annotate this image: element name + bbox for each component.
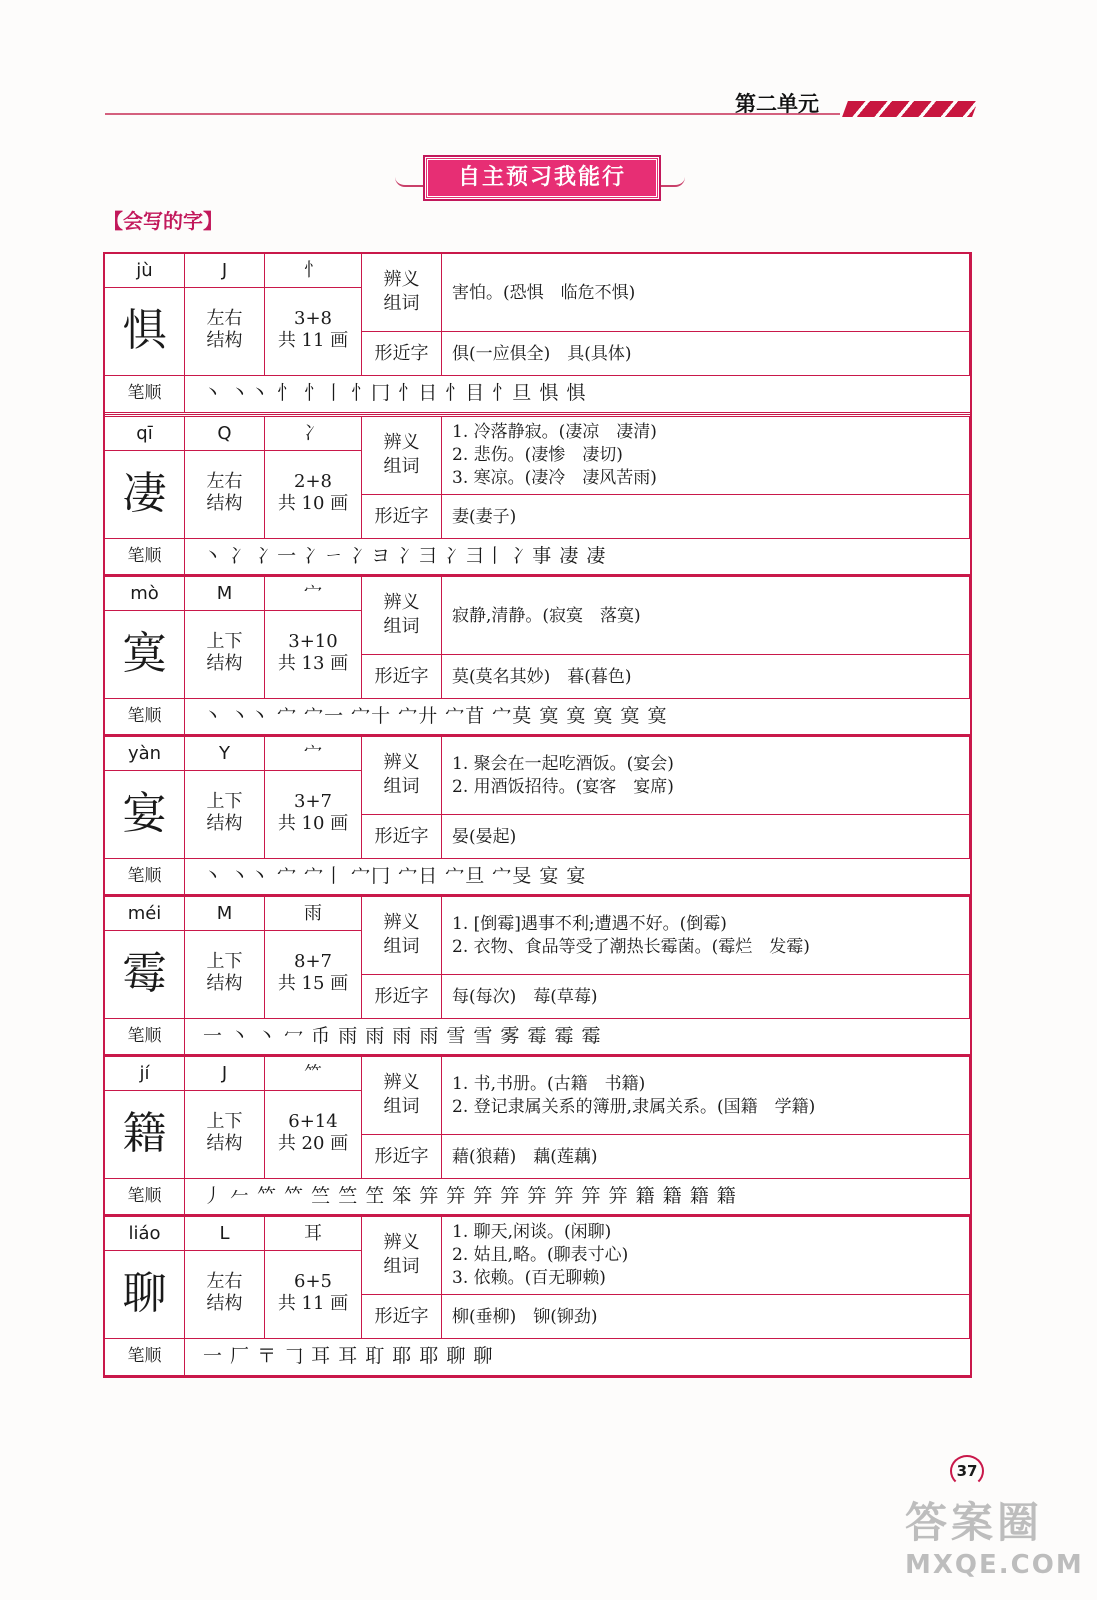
structure-cell: 左右 结构 [185,1251,265,1339]
similar-label: 形近字 [362,495,442,539]
stroke-order-label: 笔顺 [105,1019,185,1056]
structure-cell: 上下 结构 [185,771,265,859]
structure-cell: 左右 结构 [185,288,265,376]
section-banner [395,157,685,201]
character-cell: 宴 [105,771,185,859]
char-block [105,1214,970,1376]
character-cell: 籍 [105,1091,185,1179]
stroke-order-cell: 丶 丶丶 宀 宀一 宀十 宀廾 宀苜 宀莫 寞 寞 寞 寞 寞 [185,699,970,736]
stroke-order-label: 笔顺 [105,539,185,576]
pinyin-cell: yàn [105,737,185,771]
char-block [105,734,970,896]
stroke-count-cell: 3+8 共 11 画 [265,288,362,376]
pinyin-cell: qī [105,417,185,451]
radical-cell: 雨 [265,897,362,931]
character-table [103,252,972,1378]
char-block [105,414,970,576]
meaning-label: 辨义 组词 [362,1217,442,1295]
stroke-count-cell: 8+7 共 15 画 [265,931,362,1019]
similar-cell: 莫(莫名其妙) 暮(暮色) [442,655,970,699]
structure-cell: 上下 结构 [185,611,265,699]
watermark [905,1490,1084,1580]
similar-cell: 俱(一应俱全) 具(具体) [442,332,970,376]
stroke-order-label: 笔顺 [105,376,185,413]
meaning-line: 3. 寒凉。(凄冷 凄风苦雨) [452,468,657,488]
stroke-order-label: 笔顺 [105,699,185,736]
stroke-count-cell: 2+8 共 10 画 [265,451,362,539]
stroke-order-label: 笔顺 [105,1339,185,1376]
meaning-line: 2. 登记隶属关系的簿册,隶属关系。(国籍 学籍) [452,1097,816,1117]
stroke-order-label: 笔顺 [105,1179,185,1216]
meanings-cell [442,417,970,495]
character-cell: 惧 [105,288,185,376]
meanings-cell [442,737,970,815]
watermark-logo: 答案圈 [905,1498,1044,1547]
meanings-cell [442,577,970,655]
character-cell: 凄 [105,451,185,539]
stroke-count-cell: 6+14 共 20 画 [265,1091,362,1179]
meaning-label: 辨义 组词 [362,1057,442,1135]
meaning-line: 1. 聊天,闲谈。(闲聊) [452,1222,612,1242]
header-rule [105,113,840,115]
stroke-order-label: 笔顺 [105,859,185,896]
similar-label: 形近字 [362,975,442,1019]
char-block [105,1054,970,1216]
meaning-line: 1. 冷落静寂。(凄凉 凄清) [452,422,657,442]
similar-label: 形近字 [362,815,442,859]
letter-cell: J [185,1057,265,1091]
stroke-count-cell: 3+7 共 10 画 [265,771,362,859]
meanings-cell [442,254,970,332]
stroke-order-cell: 丶 丶丶 宀 宀丨 宀冂 宀日 宀旦 宀旻 宴 宴 [185,859,970,896]
structure-cell: 上下 结构 [185,1091,265,1179]
stroke-order-cell: 丶 丶丶 忄 忄丨 忄冂 忄日 忄目 忄旦 惧 惧 [185,376,970,413]
structure-cell: 左右 结构 [185,451,265,539]
pinyin-cell: mò [105,577,185,611]
char-block [105,894,970,1056]
pinyin-cell: liáo [105,1217,185,1251]
meaning-line: 寂静,清静。(寂寞 落寞) [452,606,641,626]
letter-cell: L [185,1217,265,1251]
meaning-line: 2. 用酒饭招待。(宴客 宴席) [452,777,674,797]
meaning-label: 辨义 组词 [362,897,442,975]
pinyin-cell: jí [105,1057,185,1091]
similar-label: 形近字 [362,1135,442,1179]
structure-cell: 上下 结构 [185,931,265,1019]
radical-cell: 宀 [265,737,362,771]
watermark-url: MXQE.COM [905,1550,1084,1580]
character-cell: 霉 [105,931,185,1019]
stroke-order-cell: 丿 𠂉 𥫗 𥫗 竺 竺 笁 笨 笄 笄 笄 笄 笄 笄 笄 笄 籍 籍 籍 籍 [185,1179,970,1216]
character-cell: 寞 [105,611,185,699]
stroke-order-cell: 丶 冫 冫一 冫ㄧ 冫ヨ 冫彐 冫彐丨 冫事 凄 凄 [185,539,970,576]
meaning-line: 2. 悲伤。(凄惨 凄切) [452,445,623,465]
meanings-cell [442,1057,970,1135]
meaning-line: 3. 依赖。(百无聊赖) [452,1268,606,1288]
stroke-order-cell: 一 丶 丶 冖 币 雨 雨 雨 雨 雪 雪 雾 霉 霉 霉 [185,1019,970,1056]
meaning-line: 2. 姑且,略。(聊表寸心) [452,1245,629,1265]
banner-title: 自主预习我能行 [425,157,659,199]
similar-cell: 晏(晏起) [442,815,970,859]
radical-cell: ⺮ [265,1057,362,1091]
letter-cell: Q [185,417,265,451]
meaning-line: 1. [倒霉]遇事不利;遭遇不好。(倒霉) [452,914,727,934]
stroke-order-cell: 一 厂 〒 𠃌 耳 耳 耵 耶 耶 聊 聊 [185,1339,970,1376]
radical-cell: 耳 [265,1217,362,1251]
pinyin-cell: jù [105,254,185,288]
similar-label: 形近字 [362,655,442,699]
header-stripes [842,101,978,117]
meanings-cell [442,1217,970,1295]
radical-cell: 冫 [265,417,362,451]
meaning-line: 害怕。(恐惧 临危不惧) [452,283,636,303]
similar-cell: 妻(妻子) [442,495,970,539]
similar-label: 形近字 [362,1295,442,1339]
section-title: 【会写的字】 [103,209,223,233]
letter-cell: J [185,254,265,288]
character-cell: 聊 [105,1251,185,1339]
letter-cell: M [185,897,265,931]
meaning-label: 辨义 组词 [362,737,442,815]
similar-label: 形近字 [362,332,442,376]
meaning-label: 辨义 组词 [362,577,442,655]
meaning-line: 1. 聚会在一起吃酒饭。(宴会) [452,754,674,774]
similar-cell: 每(每次) 莓(草莓) [442,975,970,1019]
char-block [105,254,970,413]
meanings-cell [442,897,970,975]
similar-cell: 藉(狼藉) 藕(莲藕) [442,1135,970,1179]
similar-cell: 柳(垂柳) 铆(铆劲) [442,1295,970,1339]
stroke-count-cell: 3+10 共 13 画 [265,611,362,699]
radical-cell: 忄 [265,254,362,288]
char-block [105,574,970,736]
stroke-count-cell: 6+5 共 11 画 [265,1251,362,1339]
meaning-label: 辨义 组词 [362,254,442,332]
unit-title: 第二单元 [735,92,819,116]
letter-cell: Y [185,737,265,771]
letter-cell: M [185,577,265,611]
meaning-label: 辨义 组词 [362,417,442,495]
radical-cell: 宀 [265,577,362,611]
page-number: 37 [950,1455,984,1487]
meaning-line: 2. 衣物、食品等受了潮热长霉菌。(霉烂 发霉) [452,937,810,957]
pinyin-cell: méi [105,897,185,931]
meaning-line: 1. 书,书册。(古籍 书籍) [452,1074,646,1094]
